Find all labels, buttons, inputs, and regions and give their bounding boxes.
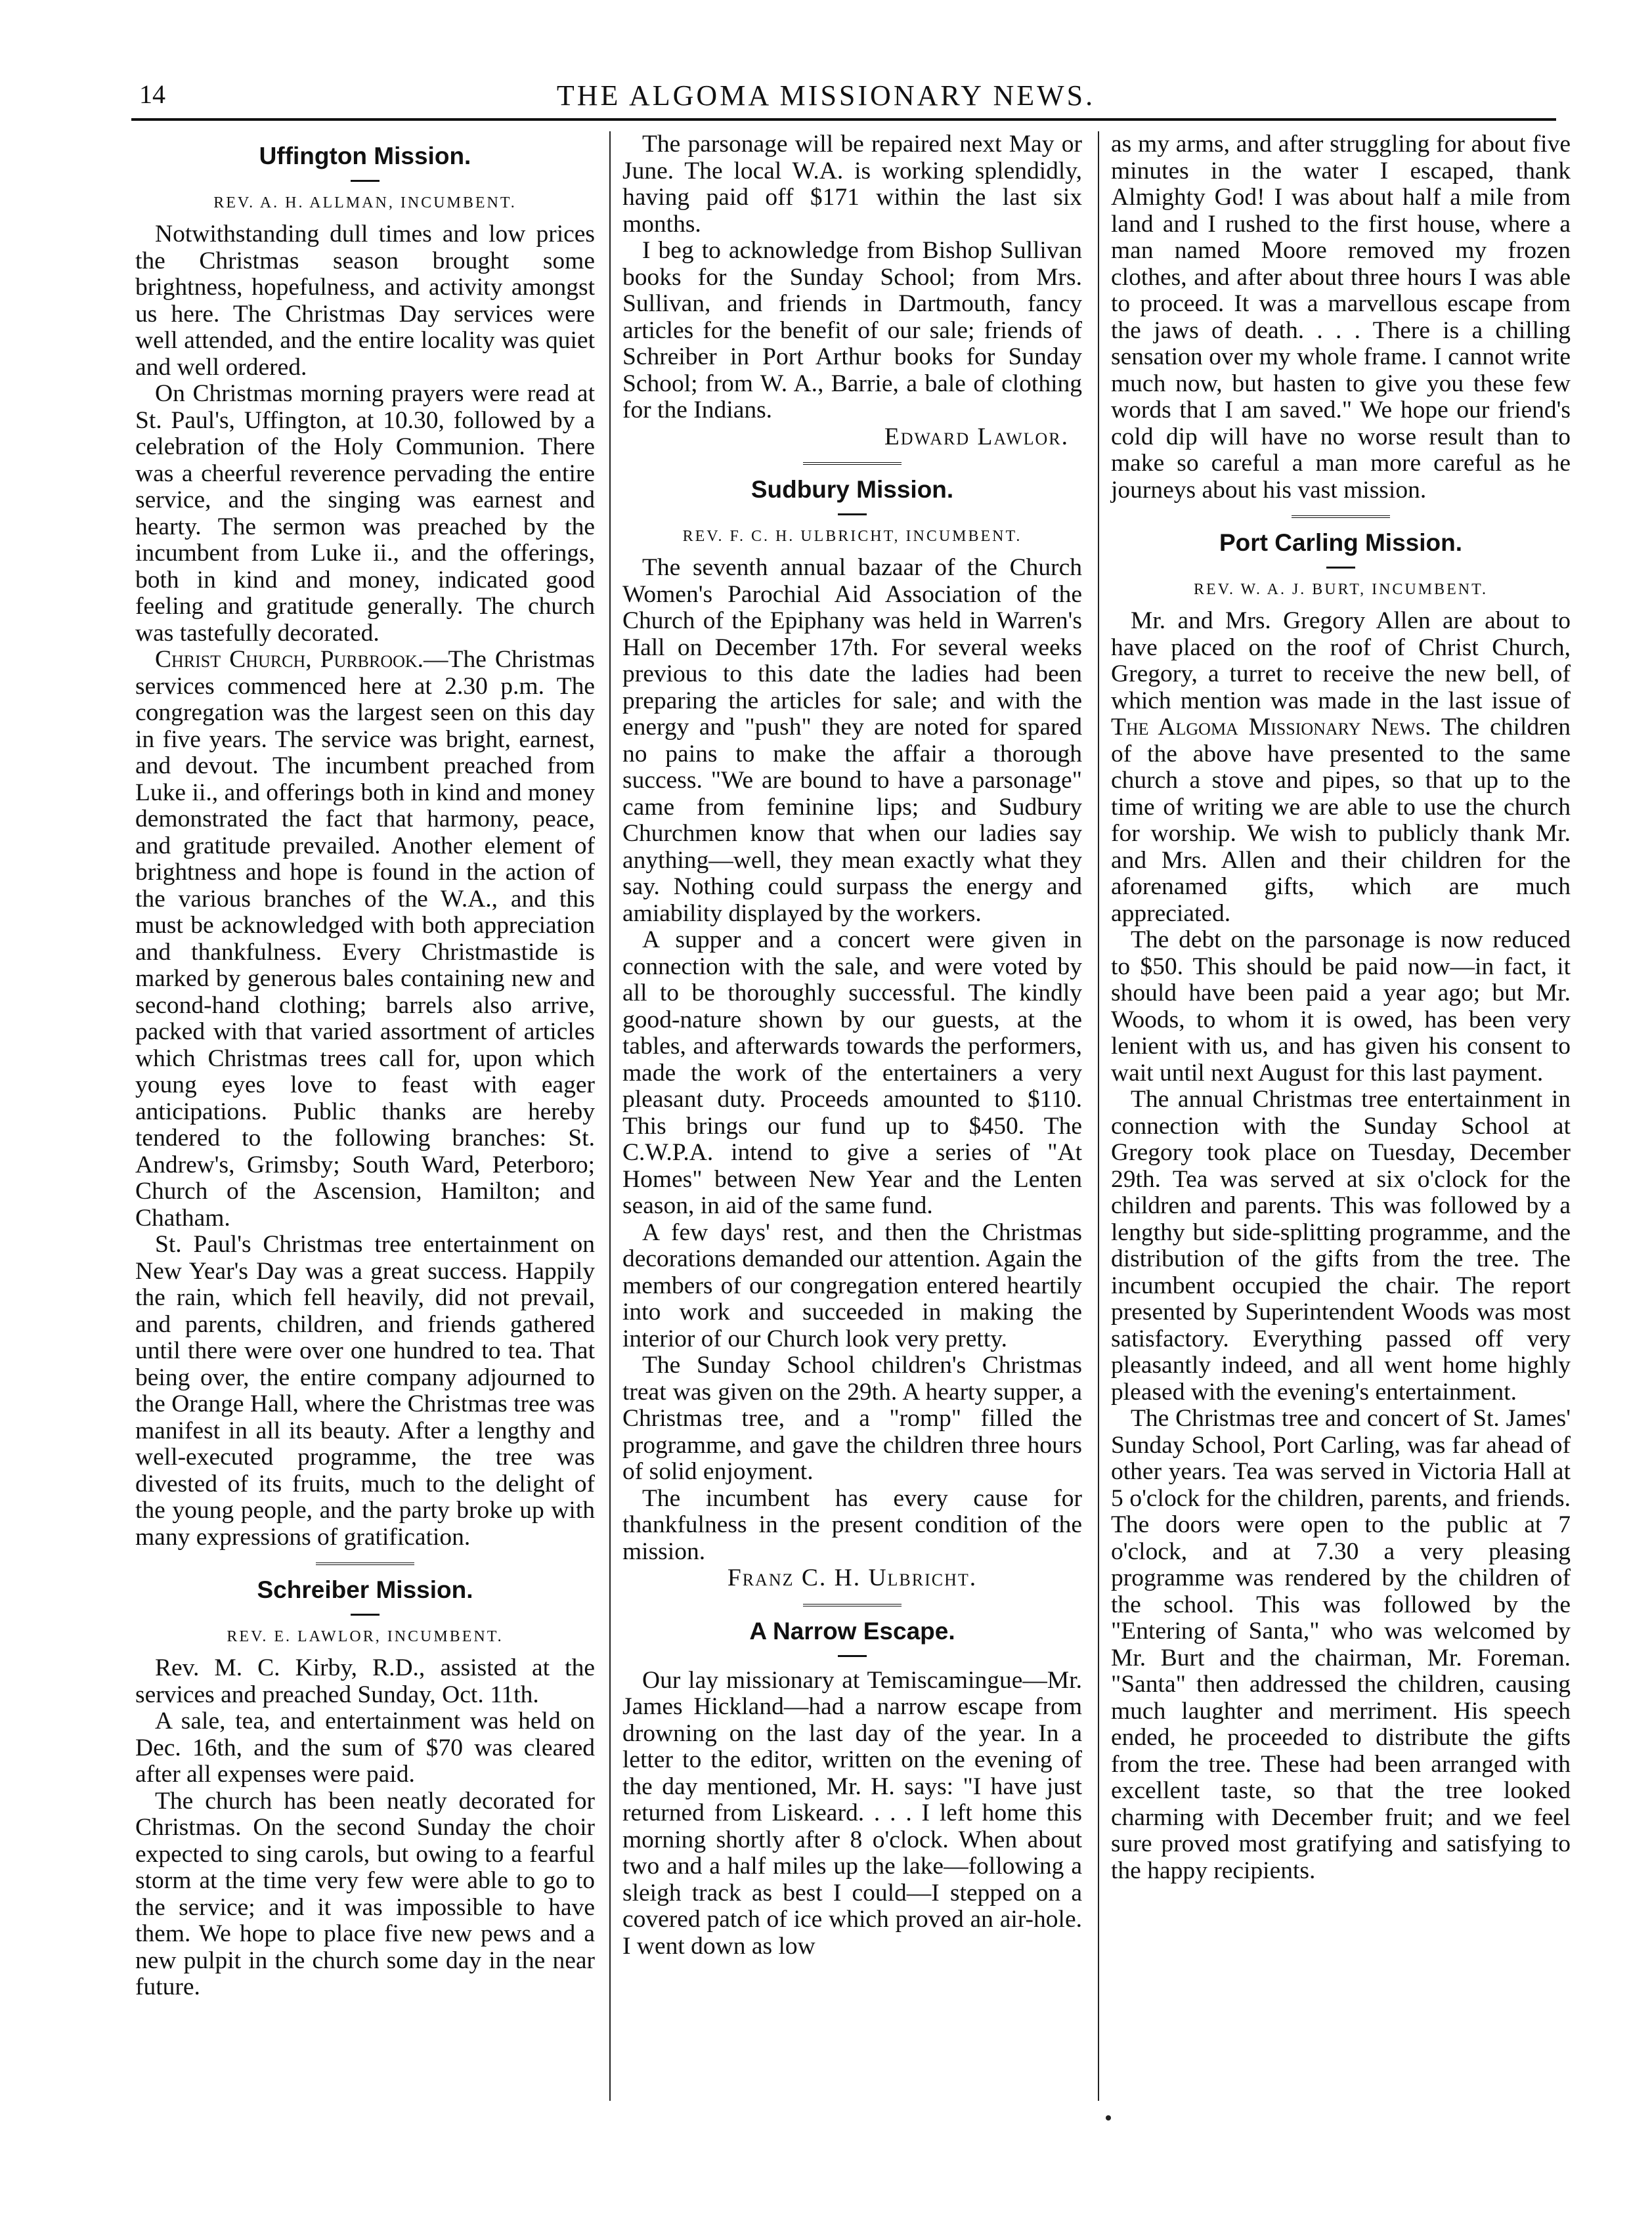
title-dash xyxy=(351,180,380,182)
paragraph: A few days' rest, and then the Christmas decorations demanded our attention. Again the members of our congregation entered heartily into work and succeeded in making the interior of our Church look very pretty. xyxy=(622,1218,1082,1352)
paragraph: The Sunday School children's Christmas treat was given on the 29th. A hearty supper, a Christmas tree, and a "romp" filled the programme, and gave the children three hours of solid enjoyment. xyxy=(622,1352,1082,1485)
paragraph: On Christmas morning prayers were read at St. Paul's, Uffington, at 10.30, followed by a celebration of the Holy Communion. There was a cheerful reverence pervading the entire service, and the singing was earnest and hearty. The sermon was preached by the incumbent from Luke ii., and the offerings, both in kind and money, indicated good feeling and gratitude generally. The church was tastefully decorated. xyxy=(135,380,595,647)
paragraph: as my arms, and after struggling for about five minutes in the water I escaped, thank Almighty God! I was about half a mile from land and I rushed to the first house, where a man named Moore removed my frozen clothes, and after about three hours I was able to proceed. It was a marvellous escape from the jaws of death. . . . There is a chilling sensation over my whole frame. I cannot write much now, but hasten to give you these few words that I am saved." We hope our friend's cold dip will have no worse result than to make so careful a man more careful as he journeys about his vast mission. xyxy=(1111,131,1571,504)
article-schreiber-continued xyxy=(622,131,1082,450)
paragraph: A supper and a concert were given in connection with the sale, and were voted by all to be thoroughly successful. The kindly good-nature shown by our guests, at the tables, and afterwards towards the performers, made the work of the entertainers a very pleasant duty. Proceeds amounted to $110. This brings our fund up to $450. The C.W.P.A. intend to give a series of "At Homes" between New Year and the Lenten season, in aid of the same fund. xyxy=(622,926,1082,1219)
paragraph: The annual Christmas tree entertainment in connection with the Sunday School at Gregory took place on Tuesday, December 29th. Tea was served at six o'clock for the children and parents. This was followed by a lengthy but side-splitting programme, and the distribution of the gifts from the tree. The incumbent occupied the chair. The report presented by Superintendent Woods was most satisfactory. Everything passed off very pleasantly indeed, and all went home highly pleased with the evening's entertainment. xyxy=(1111,1086,1571,1406)
masthead: THE ALGOMA MISSIONARY NEWS. xyxy=(556,79,1096,112)
title-dash xyxy=(351,1614,380,1616)
signature: Edward Lawlor. xyxy=(884,423,1069,450)
article-title: Sudbury Mission. xyxy=(750,476,954,503)
article-narrow-escape-continued xyxy=(1111,131,1571,504)
article-title: Port Carling Mission. xyxy=(1219,529,1463,556)
paragraph: I beg to acknowledge from Bishop Sullivan books for the Sunday School; from Mrs. Sullivan, and friends in Dartmouth, fancy articles for the benefit of our sale; friends of Schreiber in Port Arthur books for Sunday School; from W. A., Barrie, a bale of clothing for the Indians. xyxy=(622,237,1082,423)
paragraph-lead: Christ Church, Purbrook. xyxy=(155,646,424,673)
byline: REV. W. A. J. BURT, INCUMBENT. xyxy=(1194,581,1488,598)
article-title: A Narrow Escape. xyxy=(749,1617,955,1645)
paragraph xyxy=(135,647,595,1232)
article-sudbury xyxy=(622,475,1082,1592)
column-3 xyxy=(1111,131,1571,1884)
title-dash xyxy=(838,513,867,515)
publication-name: The Algoma Missionary News. xyxy=(1111,714,1431,741)
title-dash xyxy=(1326,567,1355,569)
signature: Franz C. H. Ulbricht. xyxy=(727,1564,978,1591)
column-1 xyxy=(135,131,595,2001)
byline: REV. F. C. H. ULBRICHT, INCUMBENT. xyxy=(682,528,1022,545)
paragraph: The church has been neatly decorated for Christmas. On the second Sunday the choir expected to sing carols, but owing to a fearful storm at the time very few were able to go to the service; and it was impossible to have them. We hope to place five new pews and a new pulpit in the church some day in the near future. xyxy=(135,1787,595,2000)
paragraph-part: The children of the above have presented to the same church a stove and pipes, so that up to the time of writing we are able to use the church for worship. We wish to publicly thank Mr. and Mrs. Allen and their children for the aforenamed gifts, which are much appreciated. xyxy=(1111,714,1571,927)
article-title: Uffington Mission. xyxy=(259,142,471,169)
column-divider xyxy=(609,131,611,2101)
section-separator xyxy=(803,462,902,465)
paragraph: Rev. M. C. Kirby, R.D., assisted at the services and preached Sunday, Oct. 11th. xyxy=(135,1654,595,1708)
paragraph: Notwithstanding dull times and low prices the Christmas season brought some brightness, hopefulness, and activity amongst us here. The Christmas Day services were well attended, and the entire locality was quiet and well ordered. xyxy=(135,221,595,381)
end-mark xyxy=(1106,2115,1111,2121)
article-schreiber xyxy=(135,1576,595,2001)
paragraph: The Christmas tree and concert of St. James' Sunday School, Port Carling, was far ahead of other years. Tea was served in Victoria Hall at 5 o'clock for the children, parents, and friends. The doors were open to the public at 7 o'clock, and at 7.30 a very pleasing programme was rendered by the children of the school. This was followed by the "Entering of Santa," who was welcomed by Mr. Burt and the chairman, Mr. Foreman. "Santa" then addressed the children, causing much laughter and merriment. His speech ended, he proceeded to distribute the gifts from the tree. These had been arranged with excellent taste, so that the tree looked charming with December fruit; and we feel sure proved most gratifying and satisfying to the happy recipients. xyxy=(1111,1405,1571,1884)
column-2 xyxy=(622,131,1082,1960)
paragraph: The seventh annual bazaar of the Church Women's Parochial Aid Association of the Church of the Epiphany was held in Warren's Hall on December 17th. For several weeks previous to this date the ladies had been preparing the articles for sale; and with the energy and "push" they are noted for spared no pains to make the affair a thorough success. "We are bound to have a parsonage" came from feminine lips; and Sudbury Churchmen know that when our ladies say anything—well, they mean exactly what they say. Nothing could surpass the energy and amiability displayed by the workers. xyxy=(622,554,1082,927)
column-divider xyxy=(1098,131,1099,2101)
article-port-carling xyxy=(1111,528,1571,1884)
article-uffington xyxy=(135,142,595,1551)
paragraph: The debt on the parsonage is now reduced to $50. This should be paid now—in fact, it should have been paid a year ago; but Mr. Woods, to whom it is owed, has been very lenient with us, and has given his consent to wait until next August for this last payment. xyxy=(1111,926,1571,1087)
article-title: Schreiber Mission. xyxy=(257,1576,473,1603)
paragraph: The parsonage will be repaired next May or June. The local W.A. is working splendidly, having paid off $171 within the last six months. xyxy=(622,131,1082,238)
paragraph: A sale, tea, and entertainment was held on Dec. 16th, and the sum of $70 was cleared after all expenses were paid. xyxy=(135,1708,595,1788)
header-rule xyxy=(131,118,1556,121)
section-separator xyxy=(316,1562,414,1565)
page-number: 14 xyxy=(139,79,165,109)
paragraph xyxy=(1111,608,1571,927)
paragraph: St. Paul's Christmas tree entertainment on New Year's Day was a great success. Happily the rain, which fell heavily, did not prevail, and parents, children, and friends gathered until there were over one hundred to tea. That being over, the entire company adjourned to the Orange Hall, where the Christmas tree was manifest in all its beauty. After a lengthy and well-executed programme, the tree was divested of its fruits, much to the delight of the young people, and the party broke up with many expressions of gratification. xyxy=(135,1231,595,1551)
section-separator xyxy=(1292,515,1390,518)
paragraph: Our lay missionary at Temiscamingue—Mr. James Hickland—had a narrow escape from drowning on the last day of the year. In a letter to the editor, written on the evening of the day mentioned, Mr. H. says: "I have just returned from Liskeard. . . . I left home this morning shortly after 8 o'clock. When about two and a half miles up the lake—following a sleigh track as best I could—I stepped on a covered patch of ice which proved an air-hole. I went down as low xyxy=(622,1666,1082,1960)
article-narrow-escape xyxy=(622,1617,1082,1960)
paragraph-body: —The Christmas services commenced here at 2.30 p.m. The congregation was the largest seen on this day in five years. The service was bright, earnest, and devout. The incumbent preached from Luke ii., and offerings both in kind and money demonstrated the fact that harmony, peace, and gratitude prevailed. Another element of brightness and hope is found in the action of the various branches of the W.A., and this must be acknowledged with both appreciation and thankfulness. Every Christmastide is marked by generous bales containing new and second-hand clothing; barrels also arrive, packed with that varied assortment of articles which Christmas trees call for, upon which young eyes love to feast with eager anticipations. Public thanks are hereby tendered to the following branches: St. Andrew's, Grimsby; South Ward, Peterboro; Church of the Ascension, Hamilton; and Chatham. xyxy=(135,646,595,1232)
paragraph: The incumbent has every cause for thankfulness in the present condition of the mission. xyxy=(622,1484,1082,1565)
section-separator xyxy=(803,1604,902,1606)
title-dash xyxy=(838,1655,867,1657)
byline: REV. E. LAWLOR, INCUMBENT. xyxy=(227,1628,504,1645)
paragraph-part: Mr. and Mrs. Gregory Allen are about to have placed on the roof of Christ Church, Gregory, a turret to receive the new bell, of which mention was made in the last issue of xyxy=(1111,607,1571,714)
byline: REV. A. H. ALLMAN, INCUMBENT. xyxy=(213,194,517,211)
